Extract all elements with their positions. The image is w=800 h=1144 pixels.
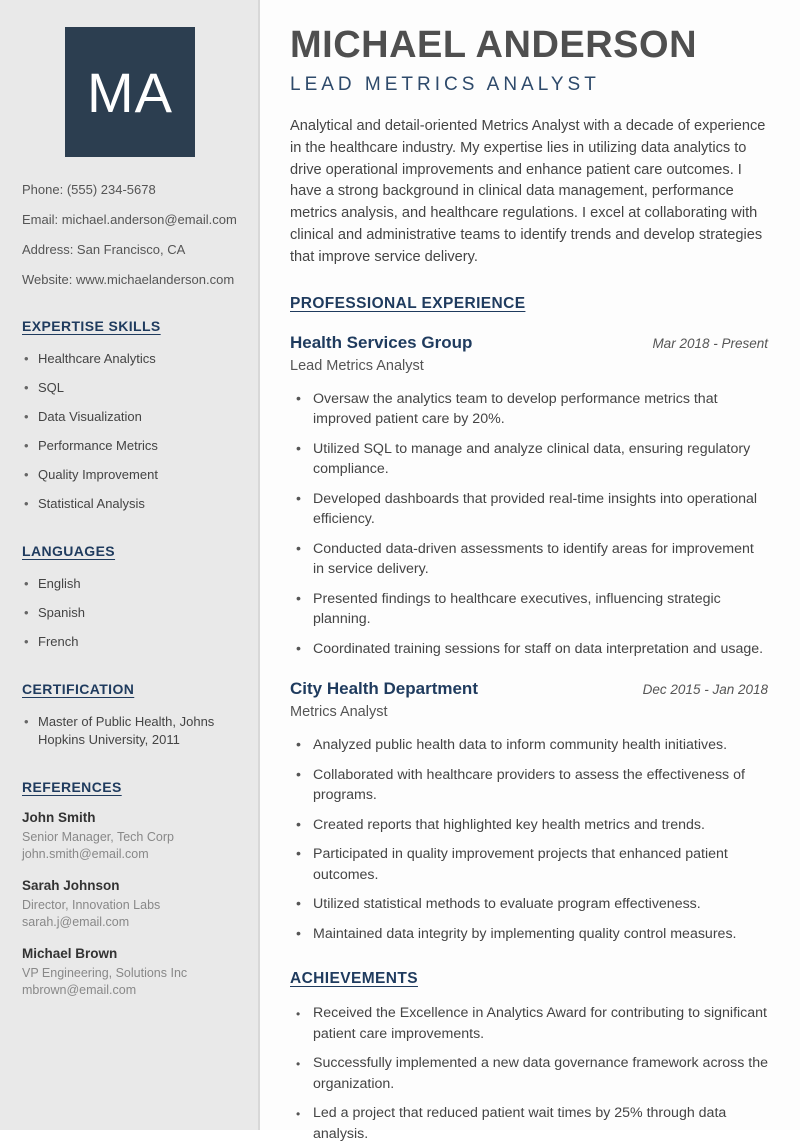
job-bullet-list [290, 389, 768, 660]
skills-list [22, 350, 238, 513]
reference-entry [22, 810, 238, 863]
certification-item: • Master of Public Health, Johns Hopkins University, 2011 [22, 713, 238, 749]
skill-item: • Performance Metrics [22, 437, 238, 455]
achievement-bullet: • Successfully implemented a new data governance framework across the organization. [290, 1053, 768, 1094]
job-bullet: • Oversaw the analytics team to develop performance metrics that improved patient care by 20%. [290, 389, 768, 430]
avatar [65, 27, 195, 157]
main-content [260, 0, 800, 1142]
reference-email: sarah.j@email.com [22, 915, 130, 929]
candidate-name: MICHAEL ANDERSON [290, 24, 698, 66]
job-bullet: • Developed dashboards that provided real-time insights into operational efficiency. [290, 489, 768, 530]
job-bullet: • Created reports that highlighted key health metrics and trends. [290, 815, 768, 836]
job-bullet: • Maintained data integrity by implementing quality control measures. [290, 924, 768, 945]
skill-item: • Quality Improvement [22, 466, 238, 484]
candidate-title: LEAD METRICS ANALYST [290, 74, 600, 95]
job-header [290, 333, 768, 353]
achievement-bullet: • Led a project that reduced patient wait times by 25% through data analysis. [290, 1103, 768, 1144]
job-header [290, 679, 768, 699]
skills-section [22, 318, 238, 513]
job-dates: Dec 2015 - Jan 2018 [642, 682, 768, 698]
reference-email: mbrown@email.com [22, 983, 137, 997]
job-bullet: • Presented findings to healthcare executives, influencing strategic planning. [290, 589, 768, 630]
job-bullet: • Analyzed public health data to inform community health initiatives. [290, 735, 768, 756]
achievements-section [290, 970, 768, 1144]
job-bullet: • Conducted data-driven assessments to identify areas for improvement in service delivery. [290, 539, 768, 580]
reference-title: Director, Innovation Labs [22, 898, 161, 912]
sidebar [0, 0, 260, 1130]
job-bullet: • Utilized SQL to manage and analyze clinical data, ensuring regulatory compliance. [290, 439, 768, 480]
company-name: City Health Department [290, 679, 478, 699]
contact-website: Website: www.michaelanderson.com [22, 272, 235, 287]
references-section [22, 779, 238, 999]
certification-heading: CERTIFICATION [22, 681, 135, 697]
reference-name: Sarah Johnson [22, 878, 120, 893]
languages-heading: LANGUAGES [22, 543, 116, 559]
job-bullet-list [290, 735, 768, 944]
skills-heading: EXPERTISE SKILLS [22, 318, 161, 334]
skill-item: • SQL [22, 379, 238, 397]
language-item: • Spanish [22, 604, 238, 622]
job-bullet: • Coordinated training sessions for staff on data interpretation and usage. [290, 639, 768, 660]
job-bullet: • Utilized statistical methods to evaluate program effectiveness. [290, 894, 768, 915]
reference-name: Michael Brown [22, 946, 118, 961]
references-heading: REFERENCES [22, 779, 122, 795]
job-role: Metrics Analyst [290, 704, 388, 721]
reference-email: john.smith@email.com [22, 847, 149, 861]
certification-section [22, 681, 238, 749]
job-bullet: • Participated in quality improvement projects that enhanced patient outcomes. [290, 844, 768, 885]
language-item: • French [22, 633, 238, 651]
reference-entry [22, 946, 238, 999]
contact-phone: Phone: (555) 234-5678 [22, 182, 156, 197]
job-entry [290, 679, 768, 944]
reference-title: Senior Manager, Tech Corp [22, 830, 174, 844]
skill-item: • Statistical Analysis [22, 495, 238, 513]
languages-section [22, 543, 238, 651]
contact-address: Address: San Francisco, CA [22, 242, 186, 257]
language-item: • English [22, 575, 238, 593]
summary-paragraph: Analytical and detail-oriented Metrics Analyst with a decade of experience in the healthcare industry. My expertise lies in utilizing data analytics to drive operational improvements and enhance patient care outcomes. I have a strong background in clinical data management, performance metrics analysis, and healthcare regulations. I excel at collaborating with clinical and administrative teams to identify trends and develop strategies that improve service delivery. [290, 118, 766, 265]
experience-section [290, 295, 768, 945]
job-bullet: • Collaborated with healthcare providers to assess the effectiveness of programs. [290, 765, 768, 806]
job-dates: Mar 2018 - Present [652, 335, 768, 351]
experience-heading: PROFESSIONAL EXPERIENCE [290, 294, 526, 312]
achievements-heading: ACHIEVEMENTS [290, 970, 418, 988]
contact-info [22, 181, 238, 288]
job-entry [290, 333, 768, 660]
company-name: Health Services Group [290, 332, 473, 352]
avatar-initials: MA [87, 60, 173, 124]
skill-item: • Data Visualization [22, 408, 238, 426]
certification-list [22, 713, 238, 749]
reference-title: VP Engineering, Solutions Inc [22, 966, 188, 980]
achievements-list [290, 1003, 768, 1144]
skill-item: • Healthcare Analytics [22, 350, 238, 368]
languages-list [22, 575, 238, 651]
reference-entry [22, 878, 238, 931]
reference-name: John Smith [22, 810, 96, 825]
job-role: Lead Metrics Analyst [290, 357, 424, 374]
contact-email: Email: michael.anderson@email.com [22, 212, 237, 227]
achievement-bullet: • Received the Excellence in Analytics Award for contributing to significant patient care improvements. [290, 1003, 768, 1044]
